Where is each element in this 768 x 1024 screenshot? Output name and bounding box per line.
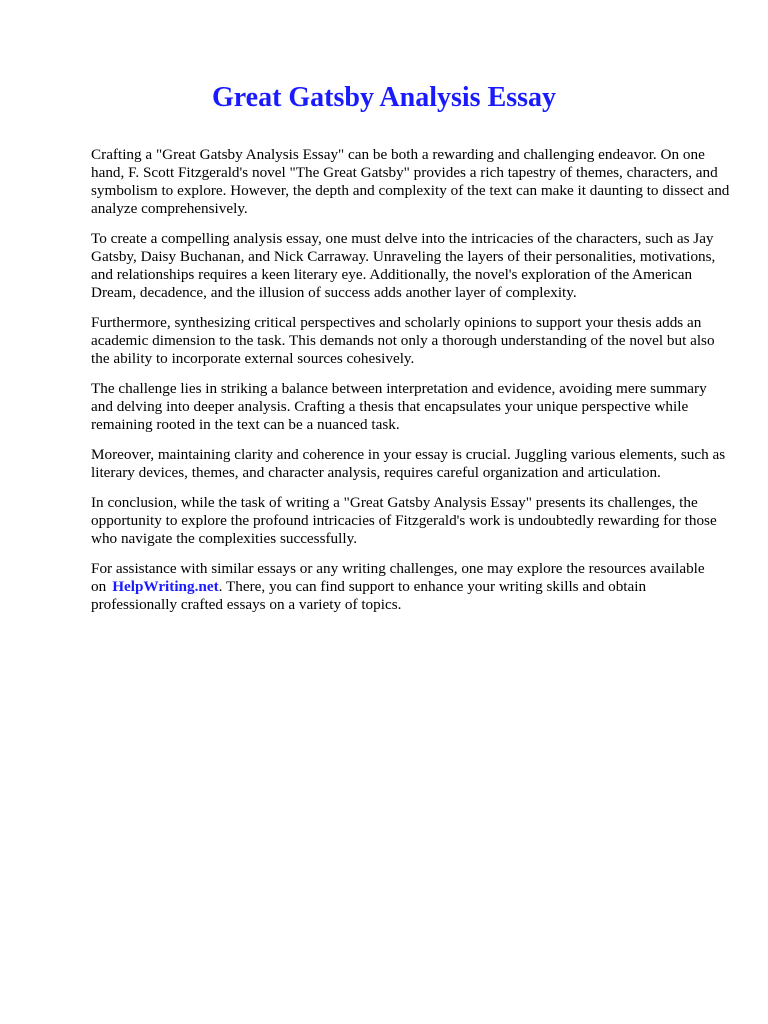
paragraph-2: To create a compelling analysis essay, one must delve into the intricacies of the characters, such as Jay Gatsby, Daisy Buchanan, and Nick Carraway. Unraveling the layers of their personalities, motivations, and relationships requires a keen literary eye. Additionally, the novel's exploration of the American Dream, decadence, and the illusion of success adds another layer of complexity. — [91, 230, 716, 301]
paragraph-7-assistance — [91, 560, 731, 614]
helpwriting-link[interactable]: HelpWriting.net — [112, 578, 219, 595]
document-body — [91, 146, 731, 626]
paragraph-1: Crafting a "Great Gatsby Analysis Essay" can be both a rewarding and challenging endeavor. On one hand, F. Scott Fitzgerald's novel "The Great Gatsby" provides a rich tapestry of themes, characters, and symbolism to explore. However, the depth and complexity of the text can make it daunting to dissect and analyze comprehensively. — [91, 146, 730, 217]
paragraph-3: Furthermore, synthesizing critical perspectives and scholarly opinions to support your thesis adds an academic dimension to the task. This demands not only a thorough understanding of the novel but also the ability to incorporate external sources cohesively. — [91, 314, 715, 367]
assistance-text-before-link: For assistance with similar essays or any writing challenges, one may explore the resources available on — [91, 560, 705, 595]
paragraph-5: Moreover, maintaining clarity and coherence in your essay is crucial. Juggling various elements, such as literary devices, themes, and character analysis, requires careful organization and articulation. — [91, 446, 726, 481]
assistance-text-after-link: . There, you can find support to enhance your writing skills and obtain professionally crafted essays on a variety of topics. — [91, 578, 647, 613]
document-title: Great Gatsby Analysis Essay — [211, 82, 557, 113]
paragraph-4: The challenge lies in striking a balance between interpretation and evidence, avoiding mere summary and delving into deeper analysis. Crafting a thesis that encapsulates your unique perspective while remaining rooted in the text can be a nuanced task. — [91, 380, 707, 433]
paragraph-6: In conclusion, while the task of writing a "Great Gatsby Analysis Essay" presents its challenges, the opportunity to explore the profound intricacies of Fitzgerald's work is undoubtedly rewarding for those who navigate the complexities successfully. — [91, 494, 717, 547]
